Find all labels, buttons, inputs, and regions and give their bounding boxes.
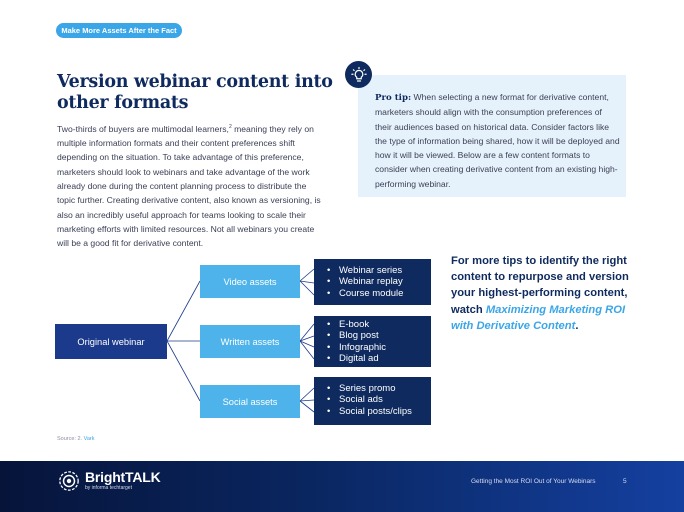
pro-tip-body: When selecting a new format for derivative content, marketers should align with the consumption preferences of their audiences based on historical data. Consider factors like the type of information being shared, how it will be deployed and how it will be viewed. Below are a few content formats to consider when creating derivative content from an existing high-performing webinar.	[375, 92, 620, 189]
footer-document-title: Getting the Most ROI Out of Your Webinars	[471, 478, 596, 485]
pro-tip-text	[375, 90, 620, 191]
video-assets-list	[314, 259, 431, 305]
list-item: • Social ads	[327, 394, 431, 405]
list-item: • Blog post	[327, 330, 431, 341]
section-heading	[57, 72, 337, 114]
page-footer	[0, 461, 684, 512]
social-assets-box: Social assets	[200, 385, 300, 418]
list-item: • Webinar series	[327, 265, 431, 276]
section-body	[57, 120, 325, 251]
pro-tip-label: Pro tip:	[375, 93, 412, 103]
cta-end: .	[575, 319, 579, 332]
social-assets-list	[314, 377, 431, 425]
page-number: 5	[623, 478, 627, 485]
brand-sub: by informa techtarget	[85, 485, 132, 491]
body-text-rest: meaning they rely on multiple information formats and their content preferences shift depending on the situation. To take advantage of this preference, marketers should look to webinars and take advantage of the work already done during the content planning process to distribute the topic further. Creating derivative content, also known as versioning, is also an incredibly useful approach for teams looking to scale their marketing efforts with limited resources. Not all webinars you create will be a good fit for derivative content.	[57, 123, 321, 249]
footnote-ref: 2	[228, 124, 232, 130]
written-assets-list	[314, 316, 431, 367]
body-text-start: Two-thirds of buyers are multimodal learners,	[57, 123, 229, 134]
heading-line-1: Version webinar content into	[57, 72, 333, 92]
source-note	[57, 436, 95, 442]
list-item: • Infographic	[327, 342, 431, 353]
written-assets-box: Written assets	[200, 325, 300, 358]
cta-text	[451, 253, 636, 334]
list-item: • Course module	[327, 288, 431, 299]
original-webinar-box: Original webinar	[55, 324, 167, 359]
heading-line-2: other formats	[57, 93, 189, 113]
list-item: • Digital ad	[327, 353, 431, 364]
list-item: • Social posts/clips	[327, 406, 431, 417]
list-item: • Series promo	[327, 383, 431, 394]
brand-name: BrightTALK	[85, 469, 161, 485]
source-link[interactable]: Vark	[83, 436, 95, 442]
brighttalk-logo-icon	[58, 470, 80, 492]
lightbulb-icon	[345, 61, 372, 88]
list-item: • Webinar replay	[327, 276, 431, 287]
cta-body: For more tips to identify the right content to repurpose and version your highest-performing content, watch	[451, 255, 629, 316]
source-label: Source: 2.	[57, 436, 83, 442]
cta-video-link[interactable]: Maximizing Marketing ROI with Derivative Content	[451, 303, 626, 332]
video-assets-box: Video assets	[200, 265, 300, 298]
brighttalk-logo	[58, 470, 161, 492]
section-tag: Make More Assets After the Fact	[56, 23, 182, 38]
list-item: • E-book	[327, 319, 431, 330]
